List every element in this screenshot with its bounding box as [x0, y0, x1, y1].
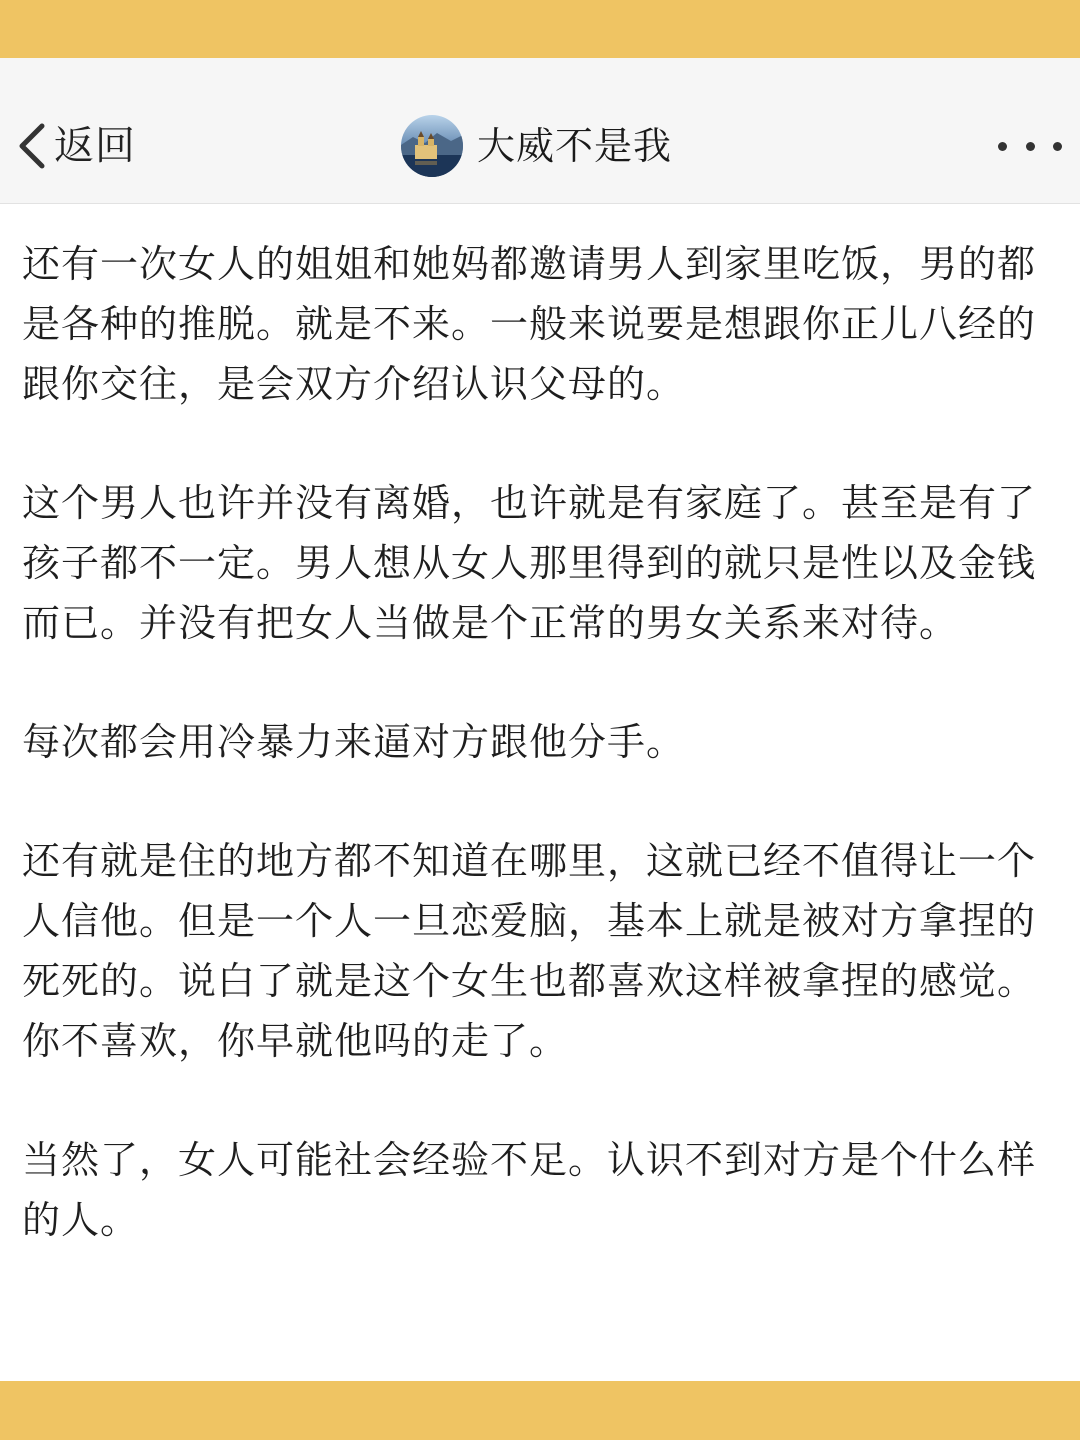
post-content: [22, 234, 1040, 1250]
more-options-button[interactable]: [998, 138, 1062, 154]
post-paragraph: 还有就是住的地方都不知道在哪里，这就已经不值得让一个人信他。但是一个人一旦恋爱脑，基本上就是被对方拿捏的死死的。说白了就是这个女生也都喜欢这样被拿捏的感觉。你不喜欢，你早就他吗的走了。: [22, 839, 1037, 1063]
avatar[interactable]: [401, 115, 463, 177]
post-paragraph: 这个男人也许并没有离婚，也许就是有家庭了。甚至是有了孩子都不一定。男人想从女人那里得到的就只是性以及金钱而已。并没有把女人当做是个正常的男女关系来对待。: [22, 481, 1037, 645]
author-name[interactable]: 大威不是我: [477, 124, 673, 168]
nav-bar: [0, 58, 1080, 204]
post-paragraph: 每次都会用冷暴力来逼对方跟他分手。: [22, 720, 686, 764]
bottom-banner: [0, 1381, 1080, 1440]
author-profile[interactable]: [401, 115, 672, 177]
more-dot-icon: [998, 142, 1007, 151]
post-paragraph: 还有一次女人的姐姐和她妈都邀请男人到家里吃饭，男的都是各种的推脱。就是不来。一般来说要是想跟你正儿八经的跟你交往，是会双方介绍认识父母的。: [22, 242, 1037, 406]
more-dot-icon: [1026, 142, 1035, 151]
back-button[interactable]: [14, 120, 136, 172]
chevron-left-icon: [14, 120, 54, 172]
back-label: 返回: [54, 123, 136, 169]
top-banner: [0, 0, 1080, 58]
more-dot-icon: [1053, 142, 1062, 151]
post-paragraph: 当然了，女人可能社会经验不足。认识不到对方是个什么样的人。: [22, 1138, 1037, 1242]
